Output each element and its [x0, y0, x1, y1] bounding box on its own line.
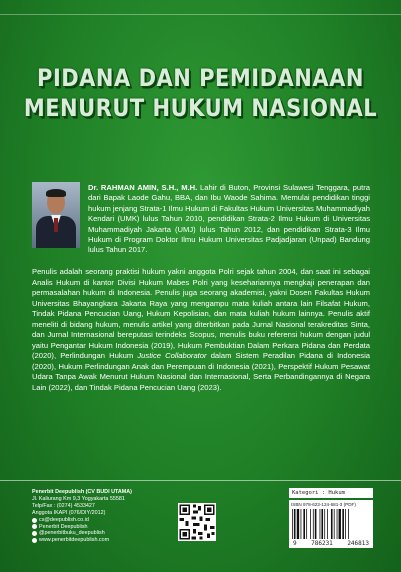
footer-divider [0, 480, 401, 481]
author-bio [32, 183, 370, 256]
publisher-member: Anggota IKAPI (076/DIY/2012) [32, 509, 106, 516]
italic-term: Justice Collaborator [137, 351, 207, 360]
publisher-phone: Telp/Fax : (0274) 4533427 [32, 502, 95, 509]
publisher-facebook: Penerbit Deepublish [39, 523, 88, 530]
book-title-line-2: MENURUT HUKUM NASIONAL [23, 94, 378, 122]
top-border-line [0, 0, 401, 15]
facebook-icon [32, 524, 37, 529]
publisher-name: Penerbit Deepublish (CV BUDI UTAMA) [32, 489, 132, 495]
barcode-icon [291, 509, 369, 539]
email-icon [32, 518, 37, 523]
publisher-address: Jl. Kaliurang Km 9,3 Yogyakarta 55581 [32, 495, 125, 502]
publisher-email: cs@deepublish.co.id [39, 516, 89, 523]
category-label: Kategori : Hukum [289, 488, 373, 498]
publisher-website: www.penerbitdeepublish.com [39, 537, 110, 544]
publisher-instagram: @penerbitbuku_deepublish [39, 530, 105, 537]
author-description: Penulis adalah seorang praktisi hukum yakni anggota Polri sejak tahun 2004, dan saat ini sebagai Analis Hukum di kantor Divisi Hukum Mabes Polri yang kesehariannya mengkaji penerapan dan permasalahan hukum di Indonesia. Penulis juga seorang akademisi, yakni Dosen Fakultas Hukum Universitas Bhayangkara Jakarta Raya yang mengampu mata kuliah antara lain Filsafat Hukum, Tindak Pidana Pencucian Uang, Hukum Kepolisian, dan mata kuliah hukum lainnya. Penulis aktif meneliti di bidang hukum, menulis artikel yang diterbitkan pada Jurnal Nasional terakreditas Sinta, dan Jurnal Internasional bereputasi terindeks Scopus, menulis buku referensi hukum dengan judul yaitu Pengantar Hukum Indonesia (2019), Hukum Pembuktian Dalam Perkara Pidana dan Perdata (2020), Perlindungan Hukum Justice Collaborator dalam Sistem Peradilan Pidana di Indonesia (2020), Hukum Perlindungan Anak dan Perempuan di Indonesia (2021), Perspektif Hukum Pesawat Udara Tanpa Awak Menurut Hukum Nasional dan Internasional, Serta Perbandingannya di Negara Lain (2022), dan Tindak Pidana Pencucian Uang (2023). [32, 267, 371, 392]
instagram-icon [32, 531, 37, 536]
book-title-line-1: PIDANA DAN PEMIDANAAN [37, 64, 364, 92]
publisher-info [32, 489, 132, 544]
barcode-area [289, 488, 373, 548]
isbn-box [289, 500, 373, 548]
globe-icon [32, 538, 37, 543]
author-name: Dr. RAHMAN AMIN, S.H., M.H. [88, 183, 198, 192]
author-bio-text: Lahir di Buton, Provinsi Sulawesi Tenggara, putra dari Bapak Laode Gahu, BBA, dan Ibu Waode Sahima. Memulai pendidikan tinggi hukum jenjang Strata-1 Ilmu Hukum di Fakultas Hukum Universitas Muhammadiyah Kendari (UMK) lulus Tahun 2010, pendidikan Strata-2 Ilmu Hukum di Universitas Muhammadiyah Jakarta (UMJ) lulus Tahun 2012, dan pendidikan Strata-3 Ilmu Hukum di Program Doktor Ilmu Hukum Universitas Padjadjaran (Unpad) Bandung lulus Tahun 2017. [88, 183, 370, 255]
isbn-number: ISBN 978-623-124-681-3 (PDF) [291, 502, 356, 507]
barcode-digits: 9 786231 246813 [293, 540, 369, 547]
qr-code-icon [178, 503, 216, 541]
